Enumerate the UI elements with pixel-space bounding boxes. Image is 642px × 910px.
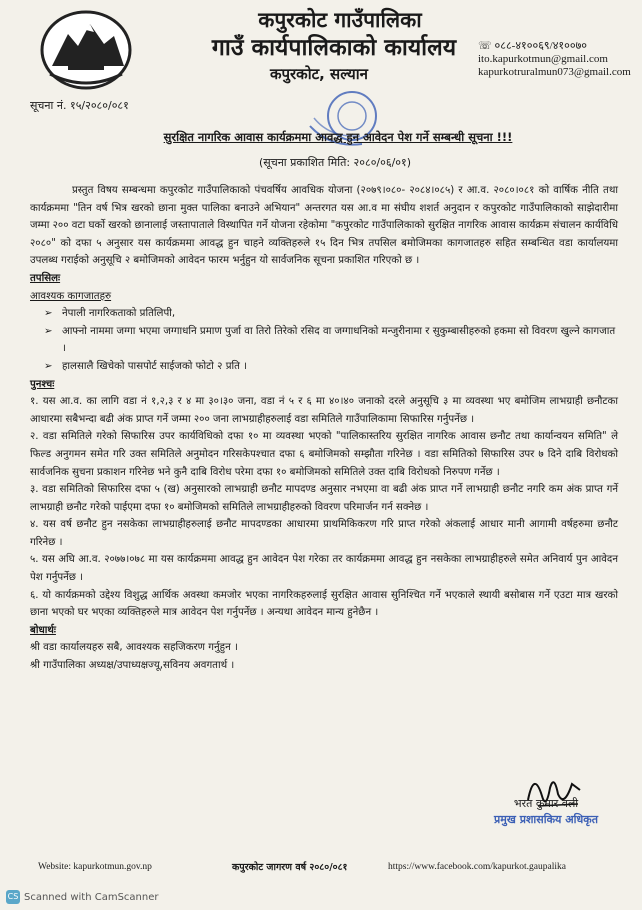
office-location: कपुरकोट, सल्यान bbox=[270, 65, 368, 83]
emblem-logo-icon bbox=[38, 6, 134, 90]
publish-date: (सूचना प्रकाशित मिति: २०८०/०६/०१) bbox=[258, 156, 412, 169]
point-item: ५. यस अघि आ.व. २०७७।०७८ मा यस कार्यक्रममा आवद्ध हुन आवेदन पेश गरेका तर कार्यक्रममा आवद्ध हुन नसकेका लाभग्राहीहरुले समेत अनिवार्य पुन आवेदन पेश गर्नुपर्नेछ । bbox=[30, 554, 618, 584]
list-item: ➢ नेपाली नागरिकताको प्रतिलिपी, bbox=[44, 305, 618, 323]
notice-body bbox=[30, 182, 618, 675]
office-name: कपुरकोट गाउँपालिका bbox=[258, 8, 422, 32]
bullet-arrow-icon: ➢ bbox=[44, 308, 53, 320]
intro-paragraph: प्रस्तुत विषय सम्बन्धमा कपुरकोट गाउँपालिकाको पंचवर्षिय आवधिक योजना (२०७९।०८०- २०८४।०८५) र आ.व. २०८०।०८१ को वार्षिक नीति तथा कार्यक्रममा "तिन वर्ष भित्र खरको छाना मुक्त पालिका बनाउने अभियान" अन्तरगत यस आ.व मा संघीय शशर्त अनुदान र कपुरकोट गाउँपालिकाको साझेदारीमा जम्मा २०० वटा घर्को खरको छानालाई जस्तापाताले विस्थापित गर्ने योजना रहेकोमा "कपुरकोट गाउँपालिकाको सुरक्षित नागरिक आवास कार्यक्रम संचालन कार्यविधि २०८०" को दफा ५ अनुसार यस कार्यक्रममा आवद्ध हुन चाहने व्यक्तिहरुले १५ दिन भित्र तपसिल बमोजिमका कागजातहरु सहित सम्बन्धित वडा कार्यालयमा उपलब्ध गराईको अनुसूचि २ बमोजिमको आवेदन फारम भर्नुहुन यो सार्वजनिक सूचना प्रकाशित गरिएको छ । bbox=[30, 185, 618, 267]
bullet-arrow-icon: ➢ bbox=[44, 360, 53, 372]
scanner-watermark: CS Scanned with CamScanner bbox=[7, 892, 159, 903]
punashcha-label: पुनश्चः bbox=[30, 378, 55, 390]
point-item: ६. यो कार्यक्रमको उद्देश्य विशुद्ध आर्थिक अवस्था कमजोर भएका नागरिकहरुलाई सुरक्षित आवास सुनिश्चित गर्ने भएकाले स्थायी बसोबास गर्ने एउटा मात्र खरको छाना भएको घर भएका व्यक्तिहरुले मात्र आवेदन पेश गर्नुपर्नेछ । अन्यथा आवेदन मान्य हुनेछैन । bbox=[30, 589, 618, 619]
signatory-title: प्रमुख प्रशासकिय अधिकृत bbox=[494, 813, 598, 826]
bodhartha-label: बोधार्थः bbox=[30, 624, 56, 636]
signatory-name: भरत कुमार वली bbox=[513, 797, 579, 810]
required-docs-list bbox=[30, 305, 618, 375]
email-secondary: kapurkotruralmun073@gmail.com bbox=[478, 66, 631, 78]
office-stamp-icon bbox=[300, 86, 386, 156]
point-item: ४. यस वर्ष छनौट हुन नसकेका लाभग्राहीहरुलाई छनौट मापदण्डका आधारमा प्राथमिकिकरण गरि प्राप्त गरेको अंकलाई आधार मानी आगामी वर्षहरुमा छनौट गरिनेछ । bbox=[30, 519, 618, 548]
bullet-arrow-icon: ➢ bbox=[44, 325, 53, 337]
tapsil-label: तपसिलः bbox=[30, 272, 61, 284]
footer-slogan: कपुरकोट जागरण वर्ष २०८०/०८१ bbox=[232, 862, 348, 873]
notice-subject: सुरक्षित नागरिक आवास कार्यक्रममा आवद्ध हुन आवेदन पेश गर्ने सम्बन्धी सूचना !!! bbox=[163, 130, 513, 144]
camscanner-icon: CS bbox=[6, 890, 20, 904]
office-title: गाउँ कार्यपालिकाको कार्यालय bbox=[211, 35, 457, 61]
contact-block bbox=[478, 40, 631, 79]
point-item: २. वडा समितिले गरेको सिफारिस उपर कार्यविधिको दफा १० मा व्यवस्था भएको "पालिकास्तरिय सुरक्षित नागरिक आवास छनौट तथा कार्यान्वयन समिति" ले फिल्ड अनुगमन समेत गरि उक्त समितिले अनुमोदन गरिसकेपश्चात दफा ६ बमोजिमको सम्झौता गरिनेछ । वडा समितिको सिफारिस उपर ७ दिने दाबि विरोधको सार्वजनिक सुचना प्रकाशन गरिनेछ भने कुनै दाबि विरोध परेमा दफा १० बमोजिमको समितिले उक्त दाबि विरोधको निरुपण गर्नेछ । bbox=[30, 431, 618, 478]
point-item: १. यस आ.व. का लागि वडा नं १,२,३ र ४ मा ३०।३० जना, वडा नं ५ र ६ मा ४०।४० जनाको दरले अनुसूचि ३ मा व्यवस्था भए बमोजिम लाभग्राही छनौटका आधारमा सबैभन्दा बढी अंक प्राप्त गर्ने जम्मा २०० जना लाभग्राहीहरुलाई वडा समितिले गाउँपालिकामा सिफारिस गर्नुपर्नेछ । bbox=[30, 396, 618, 425]
footer bbox=[0, 858, 642, 878]
point-item: ३. वडा समितिको सिफारिस दफा ५ (ख) अनुसारको लाभग्राही छनौट मापदण्ड अनुसार नभएमा वा बढी अंक प्राप्त गर्ने लाभग्राही छनौट नगरि कम अंक प्राप्त गर्ने लाभग्राही छनौट गरेको पाईएमा दफा १० बमोजिमको समितिले लाभग्राहीहरुको विवरण परिमार्जन गर्न सक्नेछ । bbox=[30, 484, 618, 513]
email-primary: ito.kapurkotmun@gmail.com bbox=[478, 53, 608, 65]
footer-facebook-link: https://www.facebook.com/kapurkot.gaupalika bbox=[388, 862, 566, 872]
notice-number: सूचना नं. १५/२०८०/०८१ bbox=[30, 99, 129, 112]
footer-website: Website: kapurkotmun.gov.np bbox=[38, 862, 152, 872]
list-item: ➢ आफ्नो नाममा जग्गा भएमा जग्गाधनि प्रमाण पुर्जा वा तिरो तिरेको रसिद वा जग्गाधनिको मन्जुरीनामा र सुकुम्बासीहरुको हकमा सो विवरण खुल्ने कागजात । bbox=[44, 323, 618, 358]
cc-item: श्री वडा कार्यालयहरु सबै, आवश्यक सहजिकरण गर्नुहुन । bbox=[30, 642, 238, 654]
docs-label: आवश्यक कागजातहरु bbox=[30, 290, 112, 302]
cc-item: श्री गाउँपालिका अध्यक्ष/उपाध्यक्षज्यू,सविनय अवगतार्थ । bbox=[30, 660, 235, 672]
list-item: ➢ हालसालै खिचेको पासपोर्ट साईजको फोटो २ प्रति । bbox=[44, 358, 618, 376]
signatory-block bbox=[486, 796, 606, 828]
phone-number: ☏ ०८८-४१००६९/४१००७० bbox=[478, 40, 588, 52]
